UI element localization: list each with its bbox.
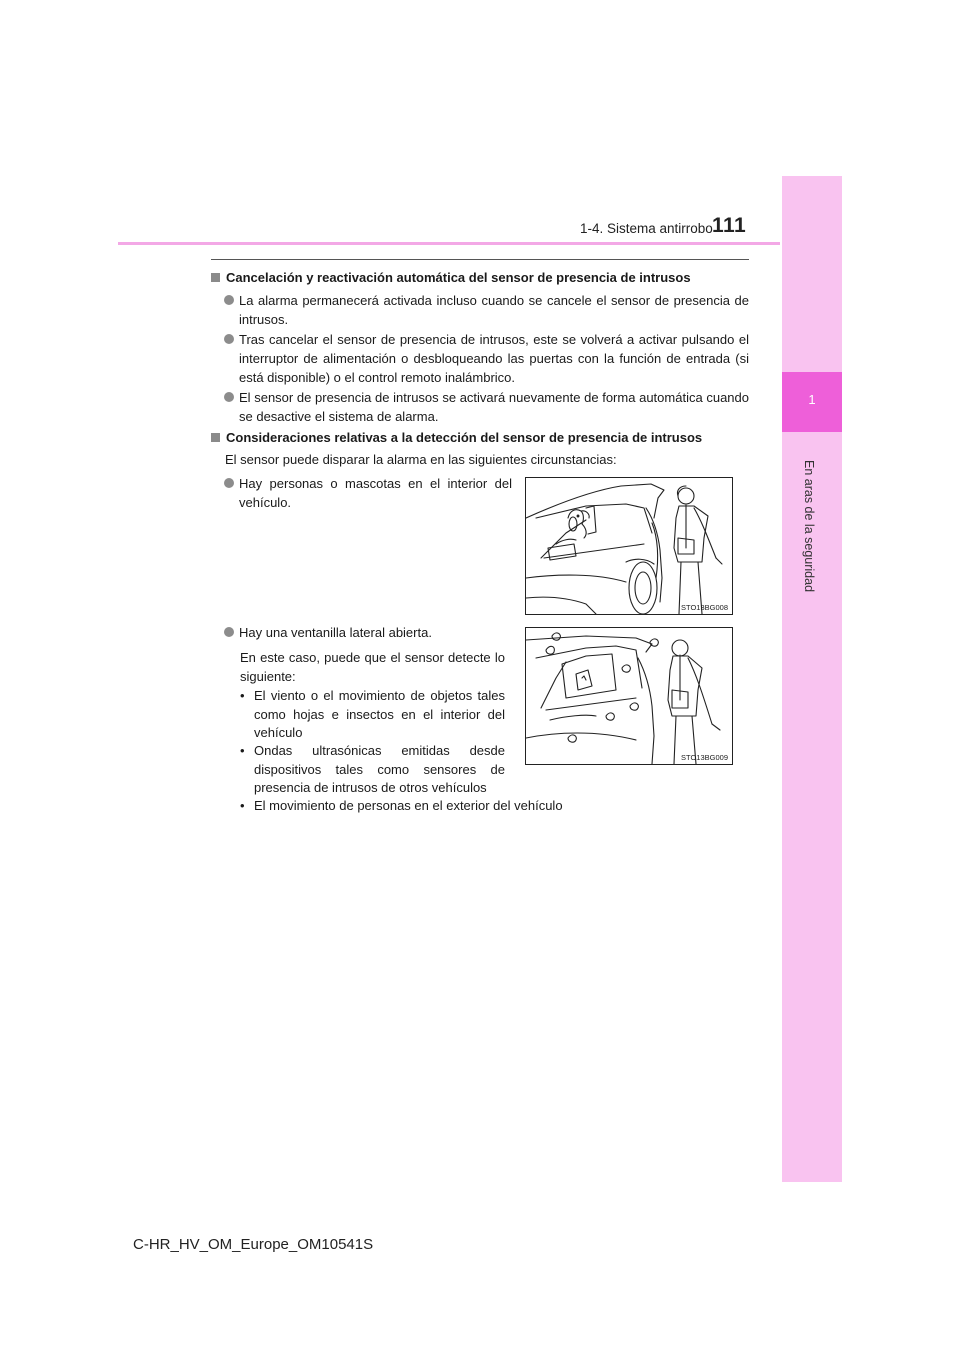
- figure-pet-in-vehicle: [525, 477, 733, 615]
- chapter-number: 1: [808, 392, 816, 407]
- section-heading-cancelacion: Cancelación y reactivación automática del sensor de presencia de intrusos: [211, 270, 691, 285]
- content-top-rule: [211, 259, 749, 260]
- round-bullet-icon: [224, 392, 234, 402]
- section-intro-text: El sensor puede disparar la alarma en las siguientes circunstancias:: [225, 452, 617, 467]
- sub-list-item: • El viento o el movimiento de objetos tales como hojas e insectos en el interior del vehículo: [240, 688, 505, 740]
- round-bullet-icon: [224, 478, 234, 488]
- figure-code: STO13BG008: [681, 603, 728, 612]
- square-bullet-icon: [211, 273, 220, 282]
- car-open-window-illustration: [526, 628, 732, 764]
- round-bullet-icon: [224, 627, 234, 637]
- document-id-footer: C-HR_HV_OM_Europe_OM10541S: [133, 1236, 374, 1253]
- list-item: La alarma permanecerá activada incluso cuando se cancele el sensor de presencia de intrusos.: [224, 291, 749, 329]
- figure-code: STO13BG009: [681, 753, 728, 762]
- round-bullet-icon: [224, 334, 234, 344]
- header-section-title: 1-4. Sistema antirrobo: [580, 221, 713, 236]
- square-bullet-icon: [211, 433, 220, 442]
- sub-list-item: • Ondas ultrasónicas emitidas desde dispositivos tales como sensores de presencia de intrusos de otros vehículos: [240, 743, 505, 795]
- figure-open-window: [525, 627, 733, 765]
- list-item: Hay una ventanilla lateral abierta.: [224, 623, 512, 642]
- page-number: 111: [712, 214, 747, 237]
- car-dog-man-illustration: [526, 478, 732, 614]
- round-bullet-icon: [224, 295, 234, 305]
- list-item: Hay personas o mascotas en el interior del vehículo.: [224, 474, 512, 512]
- case-text: En este caso, puede que el sensor detecte lo siguiente:: [240, 650, 505, 684]
- header-rule: [118, 242, 780, 245]
- chapter-side-tab: [782, 176, 842, 1182]
- section-heading-consideraciones: Consideraciones relativas a la detección del sensor de presencia de intrusos: [211, 430, 702, 445]
- sub-list-item: • El movimiento de personas en el exterior del vehículo: [240, 798, 563, 813]
- list-item: El sensor de presencia de intrusos se activará nuevamente de forma automática cuando se desactive el sistema de alarma.: [224, 388, 749, 426]
- chapter-title: En aras de la seguridad: [802, 460, 816, 593]
- list-item: Tras cancelar el sensor de presencia de intrusos, este se volverá a activar pulsando el interruptor de alimentación o desbloqueando las puertas con la función de entrada (si está disponible) o el control remoto inalámbrico.: [224, 330, 749, 387]
